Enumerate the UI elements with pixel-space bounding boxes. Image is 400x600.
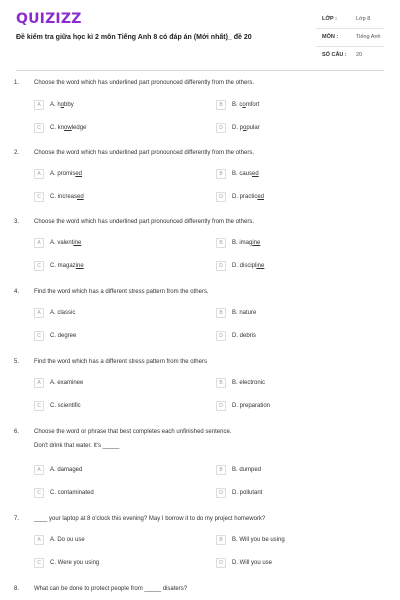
- option-text: [50, 560, 99, 566]
- underlined-sound: o: [243, 125, 247, 131]
- underlined-sound: o: [242, 102, 246, 108]
- question-number: 1.: [14, 80, 20, 86]
- option-text: [232, 467, 261, 473]
- option-letter-box: B: [216, 308, 226, 318]
- option-text: [232, 240, 260, 246]
- option-text: [50, 263, 84, 269]
- option-text: [50, 537, 85, 543]
- option-text: [50, 380, 83, 386]
- option-text-start: A. damaged: [50, 467, 83, 473]
- document-header: [0, 0, 400, 78]
- underlined-sound: ed: [252, 171, 259, 177]
- option-text-start: D. pollutant: [232, 490, 263, 496]
- option-text-start: B. dumped: [232, 467, 262, 473]
- option-text-start: C. magaz: [50, 263, 76, 269]
- option-text-start: B. electronic: [232, 380, 266, 386]
- option-letter-box: B: [216, 378, 226, 388]
- option-text: [50, 490, 94, 496]
- option-text-start: D. discipl: [232, 263, 257, 269]
- option-text: [232, 310, 256, 316]
- option-text-start: D. practic: [232, 194, 258, 200]
- option-text-start: A. Do ou use: [50, 537, 85, 543]
- option-text-end: bby: [64, 102, 74, 108]
- option-text-start: B. nature: [232, 310, 257, 316]
- option-text: [232, 171, 259, 177]
- option-letter-box: C: [34, 558, 44, 568]
- option-text-end: pular: [246, 125, 260, 131]
- option-text: [232, 560, 272, 566]
- option-letter-box: A: [34, 535, 44, 545]
- option-text: [50, 467, 82, 473]
- option-letter-box: B: [216, 465, 226, 475]
- option-text: [232, 537, 285, 543]
- option-letter-box: A: [34, 378, 44, 388]
- option-text-start: D. p: [232, 125, 244, 131]
- question-number: 3.: [14, 219, 20, 225]
- option-text-start: C. kn: [50, 125, 65, 131]
- question-number: 6.: [14, 429, 20, 435]
- option-letter-box: B: [216, 169, 226, 179]
- option-text-start: B. Will you be using: [232, 537, 285, 543]
- underlined-sound: ed: [257, 194, 265, 200]
- option-letter-box: D: [216, 123, 226, 133]
- option-text-start: A. classic: [50, 310, 76, 316]
- option-letter-box: C: [34, 192, 44, 202]
- meta-label: LỚP :: [322, 16, 337, 22]
- question-text: Find the word which has a different stress pattern from the others: [34, 359, 207, 365]
- option-letter-box: A: [34, 100, 44, 110]
- option-text-start: C. degree: [50, 333, 77, 339]
- option-text: [50, 403, 81, 409]
- meta-row-count: [316, 47, 384, 65]
- question-number: 2.: [14, 150, 20, 156]
- option-text-start: C. scientific: [50, 403, 81, 409]
- option-text-start: B. imag: [232, 240, 253, 246]
- quizizz-logo: QUIZIZZ: [16, 11, 82, 27]
- option-text: [232, 333, 256, 339]
- option-letter-box: A: [34, 465, 44, 475]
- option-letter-box: C: [34, 488, 44, 498]
- question-text: Find the word which has a different stress pattern from the others.: [34, 289, 209, 295]
- option-letter-box: B: [216, 238, 226, 248]
- option-text-start: D. Will you use: [232, 560, 273, 566]
- underlined-sound: ed: [75, 171, 83, 177]
- option-text-start: B. caus: [232, 171, 253, 177]
- question-number: 5.: [14, 359, 20, 365]
- meta-label: SỐ CÂU :: [322, 52, 347, 58]
- option-letter-box: D: [216, 558, 226, 568]
- meta-value: Lớp 8: [356, 16, 371, 22]
- underlined-sound: ow: [64, 125, 72, 131]
- meta-value: Tiếng Anh: [356, 34, 381, 40]
- option-text: [50, 240, 81, 246]
- option-text: [232, 403, 270, 409]
- option-text: [50, 194, 84, 200]
- option-letter-box: B: [216, 535, 226, 545]
- option-text-start: D. preparation: [232, 403, 271, 409]
- option-text: [232, 102, 259, 108]
- underlined-sound: ine: [75, 263, 84, 269]
- question-text: What can be done to protect people from _____ disaters?: [34, 586, 188, 592]
- option-text: [50, 171, 82, 177]
- underlined-sound: o: [60, 102, 65, 108]
- option-text-start: A. valent: [50, 240, 74, 246]
- option-text: [232, 263, 264, 269]
- question-number: 4.: [14, 289, 20, 295]
- header-divider: [16, 70, 384, 71]
- option-letter-box: D: [216, 488, 226, 498]
- underlined-sound: ine: [256, 263, 265, 269]
- option-letter-box: D: [216, 401, 226, 411]
- underlined-sound: ine: [252, 240, 261, 246]
- option-letter-box: D: [216, 192, 226, 202]
- question-text: ____ your laptop at 8 o'clock this evening? May I borrow it to do my project homework?: [34, 516, 266, 522]
- underlined-sound: ine: [73, 240, 82, 246]
- option-text: [50, 310, 75, 316]
- option-text-start: D. debris: [232, 333, 257, 339]
- option-letter-box: C: [34, 401, 44, 411]
- option-text-start: C. Were you using: [50, 560, 100, 566]
- option-letter-box: B: [216, 100, 226, 110]
- question-prompt: Don't drink that water. It's _____: [34, 443, 120, 449]
- option-letter-box: A: [34, 238, 44, 248]
- option-letter-box: C: [34, 123, 44, 133]
- option-text-start: A. h: [50, 102, 61, 108]
- underlined-sound: ed: [77, 194, 84, 200]
- option-text-end: mfort: [245, 102, 260, 108]
- question-text: Choose the word which has underlined part pronounced differently from the others.: [34, 80, 255, 86]
- option-text: [50, 125, 86, 131]
- question-text: Choose the word which has underlined part pronounced differently from the others.: [34, 219, 255, 225]
- option-text: [232, 490, 262, 496]
- option-text-start: B. c: [232, 102, 243, 108]
- question-number: 8.: [14, 586, 20, 592]
- meta-label: MÔN :: [322, 34, 339, 40]
- option-text-start: C. contaminated: [50, 490, 94, 496]
- option-text: [50, 102, 74, 108]
- meta-value: 20: [356, 52, 363, 58]
- option-text-start: C. increas: [50, 194, 78, 200]
- option-letter-box: A: [34, 169, 44, 179]
- option-letter-box: A: [34, 308, 44, 318]
- option-text: [232, 194, 264, 200]
- option-letter-box: C: [34, 261, 44, 271]
- meta-row-class: [316, 11, 384, 29]
- option-text: [232, 125, 260, 131]
- option-letter-box: C: [34, 331, 44, 341]
- option-letter-box: D: [216, 331, 226, 341]
- option-text: [50, 333, 76, 339]
- question-number: 7.: [14, 516, 20, 522]
- option-text-start: A. examinee: [50, 380, 84, 386]
- meta-row-subject: [316, 29, 384, 47]
- option-text-end: ledge: [71, 125, 87, 131]
- option-text-start: A. promis: [50, 171, 76, 177]
- question-text: Choose the word which has underlined part pronounced differently from the others.: [34, 150, 255, 156]
- page-title: Đề kiểm tra giữa học kì 2 môn Tiếng Anh 8 có đáp án (Mới nhất)_ đề 20: [16, 34, 252, 41]
- option-text: [232, 380, 265, 386]
- option-letter-box: D: [216, 261, 226, 271]
- question-text: Choose the word or phrase that best completes each unfinished sentence.: [34, 429, 232, 435]
